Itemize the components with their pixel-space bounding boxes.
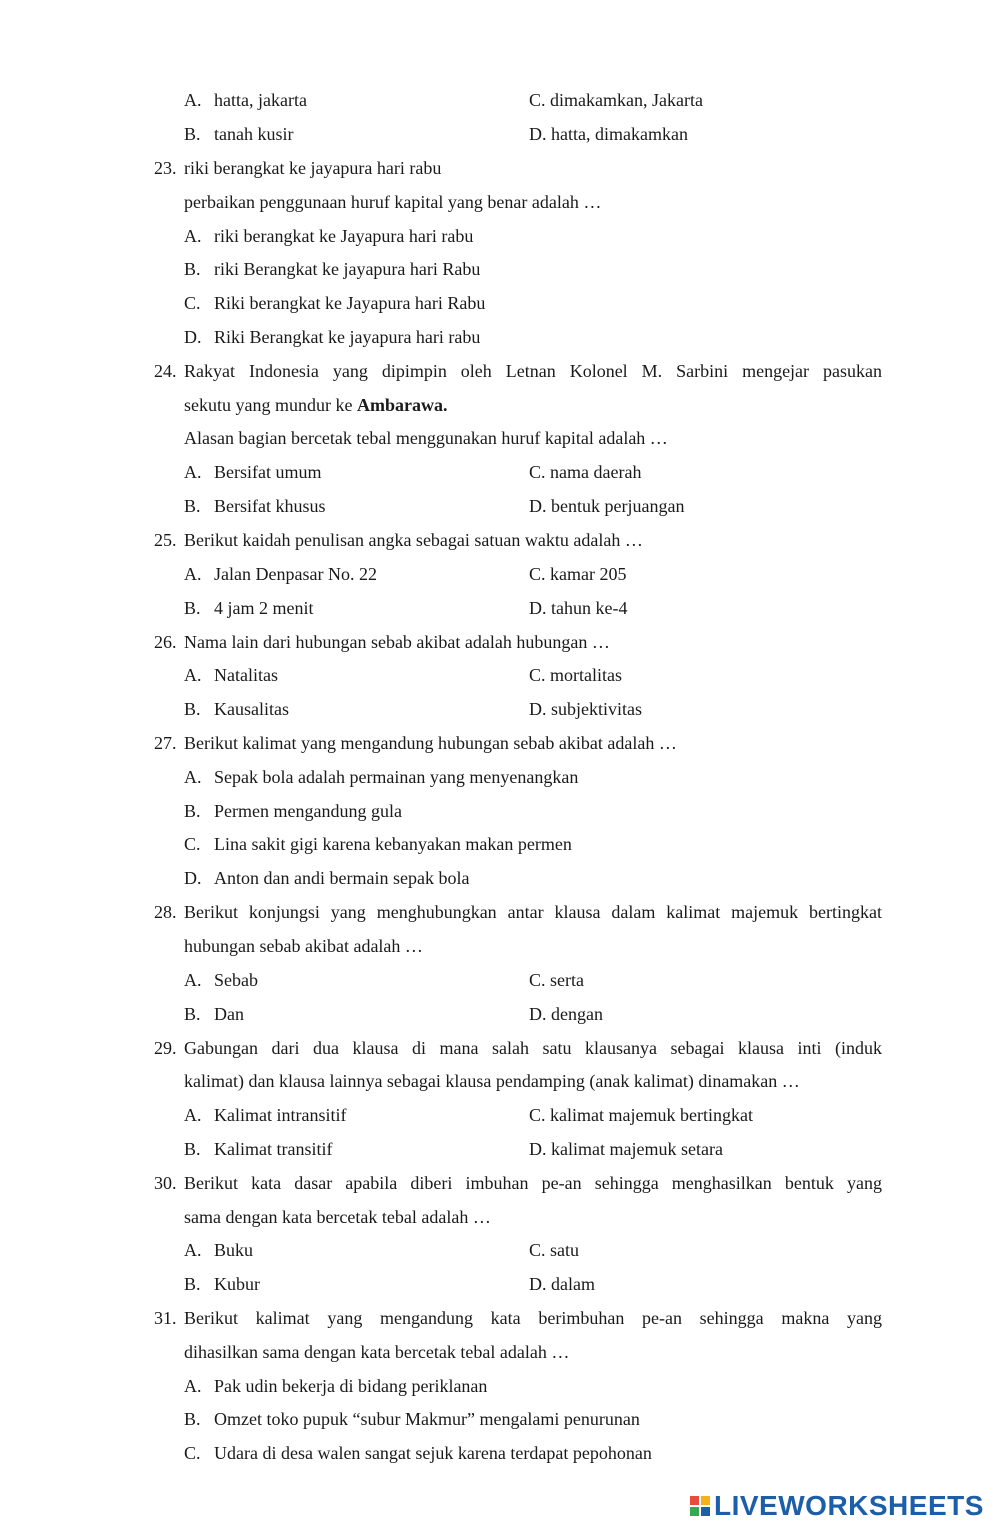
- q30-option-c: [529, 1239, 579, 1261]
- q23-option-b-letter: B.: [184, 259, 201, 279]
- q26-number: 26.: [154, 632, 177, 652]
- q27-option-b: Permen mengandung gula: [214, 801, 402, 821]
- q30-option-b: Kubur: [214, 1274, 260, 1294]
- q27-option-a-letter: A.: [184, 767, 202, 787]
- q28-number: 28.: [154, 902, 177, 922]
- q28-option-c: [529, 969, 584, 991]
- q26-option-c-text: mortalitas: [550, 665, 622, 685]
- q30-text-line2: sama dengan kata bercetak tebal adalah …: [184, 1207, 491, 1227]
- q27-option-c: Lina sakit gigi karena kebanyakan makan permen: [214, 834, 572, 854]
- q31-option-a: Pak udin bekerja di bidang periklanan: [214, 1376, 488, 1396]
- q28-option-c-letter: C.: [529, 970, 546, 990]
- q30-option-d: [529, 1273, 595, 1295]
- liveworksheets-logo-icon: [690, 1496, 710, 1516]
- q24-option-d-letter: D.: [529, 496, 547, 516]
- q24-option-a-letter: A.: [184, 462, 202, 482]
- q24-option-b: Bersifat khusus: [214, 496, 326, 516]
- q27-text-line1: Berikut kalimat yang mengandung hubungan sebab akibat adalah …: [184, 733, 677, 753]
- q25-number: 25.: [154, 530, 177, 550]
- q28-option-c-text: serta: [550, 970, 584, 990]
- q26-option-d: [529, 698, 642, 720]
- q24-text-line2-plain: sekutu yang mundur ke: [184, 395, 357, 415]
- q24-option-b-letter: B.: [184, 496, 201, 516]
- logo-tile-4: [701, 1507, 710, 1516]
- q23-option-d: Riki Berangkat ke jayapura hari rabu: [214, 327, 481, 347]
- q23-option-a-letter: A.: [184, 226, 202, 246]
- q29-option-a: Kalimat intransitif: [214, 1105, 347, 1125]
- q25-option-d: [529, 597, 627, 619]
- q22-option-c-letter: C.: [529, 90, 546, 110]
- q29-option-d: [529, 1138, 723, 1160]
- logo-tile-3: [690, 1507, 699, 1516]
- q23-option-b: riki Berangkat ke jayapura hari Rabu: [214, 259, 481, 279]
- q25-text-line1: Berikut kaidah penulisan angka sebagai satuan waktu adalah …: [184, 530, 643, 550]
- q28-option-b: Dan: [214, 1004, 244, 1024]
- q31-option-a-letter: A.: [184, 1376, 202, 1396]
- q26-option-b: Kausalitas: [214, 699, 289, 719]
- q27-option-d-letter: D.: [184, 868, 202, 888]
- q24-option-d: [529, 495, 684, 517]
- q29-option-c-text: kalimat majemuk bertingkat: [550, 1105, 753, 1125]
- logo-tile-2: [701, 1496, 710, 1505]
- q22-option-b: tanah kusir: [214, 124, 294, 144]
- q22-option-d-letter: D.: [529, 124, 547, 144]
- q24-option-c-text: nama daerah: [550, 462, 642, 482]
- q24-number: 24.: [154, 361, 177, 381]
- q31-option-c-letter: C.: [184, 1443, 201, 1463]
- q24-option-d-text: bentuk perjuangan: [551, 496, 685, 516]
- q26-option-c: [529, 664, 622, 686]
- q22-option-a-letter: A.: [184, 90, 202, 110]
- q28-option-d-letter: D.: [529, 1004, 547, 1024]
- q31-option-c: Udara di desa walen sangat sejuk karena terdapat pepohonan: [214, 1443, 652, 1463]
- q22-option-b-letter: B.: [184, 124, 201, 144]
- q29-option-a-letter: A.: [184, 1105, 202, 1125]
- q28-text-line1: Berikut konjungsi yang menghubungkan antar klausa dalam kalimat majemuk bertingkat: [184, 902, 882, 922]
- q29-option-b-letter: B.: [184, 1139, 201, 1159]
- q25-option-c-letter: C.: [529, 564, 546, 584]
- q27-number: 27.: [154, 733, 177, 753]
- q28-text-line2: hubungan sebab akibat adalah …: [184, 936, 423, 956]
- logo-tile-1: [690, 1496, 699, 1505]
- q28-option-a: Sebab: [214, 970, 258, 990]
- q31-number: 31.: [154, 1308, 177, 1328]
- q24-option-a: Bersifat umum: [214, 462, 322, 482]
- q22-option-a: hatta, jakarta: [214, 90, 307, 110]
- q29-option-b: Kalimat transitif: [214, 1139, 333, 1159]
- q26-option-a: Natalitas: [214, 665, 278, 685]
- q28-option-b-letter: B.: [184, 1004, 201, 1024]
- q22-option-c-text: dimakamkan, Jakarta: [550, 90, 703, 110]
- liveworksheets-watermark: [690, 1488, 990, 1524]
- q25-option-c-text: kamar 205: [550, 564, 627, 584]
- q24-option-c-letter: C.: [529, 462, 546, 482]
- q31-text-line1: Berikut kalimat yang mengandung kata berimbuhan pe-an sehingga makna yang: [184, 1308, 882, 1328]
- q30-text-line1: Berikut kata dasar apabila diberi imbuhan pe-an sehingga menghasilkan bentuk yang: [184, 1173, 882, 1193]
- q26-option-a-letter: A.: [184, 665, 202, 685]
- q25-option-d-letter: D.: [529, 598, 547, 618]
- q24-text-line3: Alasan bagian bercetak tebal menggunakan huruf kapital adalah …: [184, 428, 668, 448]
- q22-option-d: [529, 123, 688, 145]
- q29-option-c: [529, 1104, 753, 1126]
- q28-option-a-letter: A.: [184, 970, 202, 990]
- q22-option-d-text: hatta, dimakamkan: [551, 124, 688, 144]
- q29-text-line2: kalimat) dan klausa lainnya sebagai klausa pendamping (anak kalimat) dinamakan …: [184, 1071, 800, 1091]
- q26-option-b-letter: B.: [184, 699, 201, 719]
- liveworksheets-wordmark: LIVEWORKSHEETS: [714, 1490, 984, 1521]
- q30-option-c-letter: C.: [529, 1240, 546, 1260]
- q25-option-d-text: tahun ke-4: [551, 598, 628, 618]
- q31-text-line2: dihasilkan sama dengan kata bercetak tebal adalah …: [184, 1342, 570, 1362]
- q25-option-a-letter: A.: [184, 564, 202, 584]
- q26-text-line1: Nama lain dari hubungan sebab akibat adalah hubungan …: [184, 632, 610, 652]
- q27-option-c-letter: C.: [184, 834, 201, 854]
- q31-option-b: Omzet toko pupuk “subur Makmur” mengalami penurunan: [214, 1409, 640, 1429]
- q27-option-a: Sepak bola adalah permainan yang menyenangkan: [214, 767, 579, 787]
- q30-option-b-letter: B.: [184, 1274, 201, 1294]
- q25-option-b: 4 jam 2 menit: [214, 598, 314, 618]
- q22-option-c: [529, 89, 703, 111]
- q27-option-d: Anton dan andi bermain sepak bola: [214, 868, 470, 888]
- q30-number: 30.: [154, 1173, 177, 1193]
- q23-option-c-letter: C.: [184, 293, 201, 313]
- q23-option-d-letter: D.: [184, 327, 202, 347]
- q29-option-d-text: kalimat majemuk setara: [551, 1139, 723, 1159]
- q26-option-d-text: subjektivitas: [551, 699, 642, 719]
- q28-option-d: [529, 1003, 603, 1025]
- q24-text-line2: [184, 394, 882, 416]
- q25-option-a: Jalan Denpasar No. 22: [214, 564, 377, 584]
- q29-option-c-letter: C.: [529, 1105, 546, 1125]
- q23-text-line1: riki berangkat ke jayapura hari rabu: [184, 158, 442, 178]
- q26-option-d-letter: D.: [529, 699, 547, 719]
- q30-option-a: Buku: [214, 1240, 254, 1260]
- q25-option-b-letter: B.: [184, 598, 201, 618]
- q23-option-c: Riki berangkat ke Jayapura hari Rabu: [214, 293, 486, 313]
- q30-option-a-letter: A.: [184, 1240, 202, 1260]
- q29-text-line1: Gabungan dari dua klausa di mana salah satu klausanya sebagai klausa inti (induk: [184, 1038, 882, 1058]
- q30-option-d-letter: D.: [529, 1274, 547, 1294]
- q25-option-c: [529, 563, 627, 585]
- q29-number: 29.: [154, 1038, 177, 1058]
- q23-text-line2: perbaikan penggunaan huruf kapital yang benar adalah …: [184, 192, 602, 212]
- q31-option-b-letter: B.: [184, 1409, 201, 1429]
- q27-option-b-letter: B.: [184, 801, 201, 821]
- q30-option-d-text: dalam: [551, 1274, 595, 1294]
- q23-option-a: riki berangkat ke Jayapura hari rabu: [214, 226, 474, 246]
- q30-option-c-text: satu: [550, 1240, 580, 1260]
- q26-option-c-letter: C.: [529, 665, 546, 685]
- q29-option-d-letter: D.: [529, 1139, 547, 1159]
- q23-number: 23.: [154, 158, 177, 178]
- q24-bold-word: Ambarawa.: [356, 395, 448, 415]
- q28-option-d-text: dengan: [551, 1004, 603, 1024]
- q24-option-c: [529, 461, 641, 483]
- q24-text-line1: Rakyat Indonesia yang dipimpin oleh Letnan Kolonel M. Sarbini mengejar pasukan: [184, 361, 882, 381]
